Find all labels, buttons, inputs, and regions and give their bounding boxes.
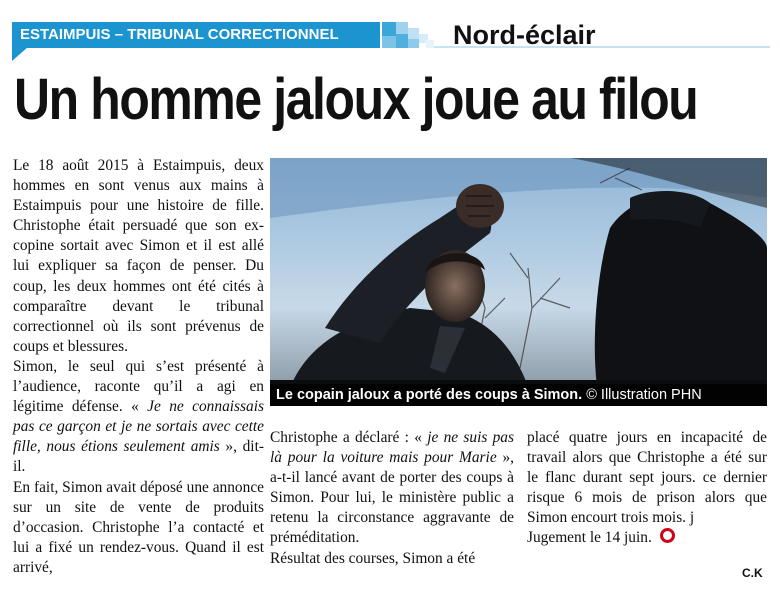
statement-tail: », a-t-il lancé avant de porter des coups à Simon. Pour lui, le ministère public a retenu la circonstance aggravante de préméditation.: [270, 449, 515, 547]
end-of-article-icon: [660, 528, 675, 543]
newspaper-masthead: Nord-éclair: [453, 20, 596, 50]
christophe-quote: je ne suis pas là pour la voiture mais pour Marie: [270, 429, 514, 467]
author-signature: C.K: [742, 566, 763, 580]
caption-text: Le copain jaloux a porté des coups à Simon.: [276, 387, 583, 403]
paragraph-christophe-statement: [270, 428, 514, 549]
judgment-date: Jugement le 14 juin.: [527, 529, 652, 547]
paragraph-sentence: placé quatre jours en incapacité de travail alors que Christophe a été sur le flanc durant sept jours. ce dernier risque 6 mois de prison alors que Simon encourt trois mois. j: [527, 429, 767, 527]
rubric-tab: [12, 47, 28, 61]
photo-credit: © Illustration PHN: [586, 387, 702, 403]
photo-caption: [270, 384, 767, 406]
statement-lead: Christophe a déclaré : «: [270, 429, 428, 446]
paragraph-judgment-date: [527, 528, 767, 548]
paragraph-result: Résultat des courses, Simon a été: [270, 549, 476, 567]
section-rubric: ESTAIMPUIS – TRIBUNAL CORRECTIONNEL: [12, 22, 380, 48]
article-column-2: [270, 428, 514, 569]
statement-lead: Simon, le seul qui s’est présenté à l’audience, raconte qu’il a agi en légitime défense. «: [13, 357, 264, 416]
photo-scene: [270, 158, 767, 406]
article-column-3: [527, 428, 767, 549]
article-column-1: [13, 156, 264, 578]
article-headline: Un homme jaloux joue au filou: [14, 67, 698, 132]
statement-tail: », dit-il.: [13, 438, 264, 476]
paragraph-simon-statement: [13, 357, 264, 478]
simon-quote: Je ne connaissais pas ce garçon et je ne sortais avec cette fille, nous étions seulement amis: [13, 398, 264, 456]
decorative-pixel-strip: [382, 22, 434, 48]
illustration-photo: [270, 158, 767, 406]
paragraph-intro: Le 18 août 2015 à Estaimpuis, deux hommes en sont venus aux mains à Estaimpuis pour une histoire de fille. Christophe était persuadé que son ex-copine sortait avec Simon et il est allé lui expliquer sa façon de penser. Du coup, les deux hommes ont été cités à comparaître devant le tribunal correctionnel où ils sont prévenus de coups et blessures.: [13, 157, 264, 355]
paragraph-facts: En fait, Simon avait déposé une annonce sur un site de vente de produits d’occasion. Christophe l’a contacté et lui a fixé un rendez-vous. Quand il est arrivé,: [13, 478, 264, 576]
